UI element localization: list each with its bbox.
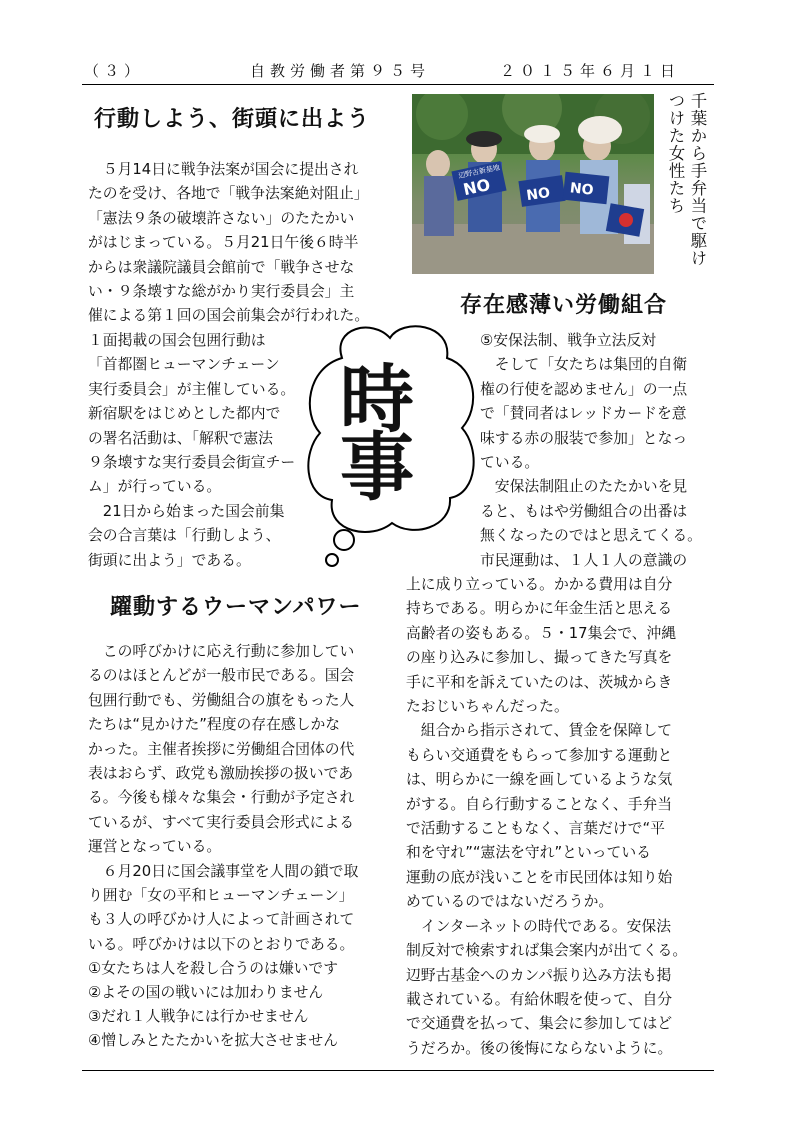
section3-paragraph1: ⑤安保法制、戦争立法反対 そして「女たちは集団的自衛 権の行使を認めません」の一点 で「賛同者はレッドカードを意 味する赤の服装で参加」となっ ている。 安保法制阻止のたたかいを見 ると、もはや労働組合の出番は 無くなったのではと思えてくる。 市民運動は、１人１人の意識の: [480, 332, 702, 569]
section1-title: 行動しよう、街頭に出よう: [94, 107, 371, 132]
jiji-char-koto: 事: [340, 425, 414, 511]
call-list-item-3: ③だれ１人戦争には行かせません: [88, 1008, 309, 1025]
section1-paragraph1: ５月14日に戦争法案が国会に提出され たのを受け、各地で「戦争法案絶対阻止」 「憲法９条の破壊許さない」のたたかい がはじまっている。５月21日午後６時半 からは衆議院議員会館前で「戦争させな い・９条壊すな総がかり実行委員会」主 催による第１回の国会前集会が行われた。: [88, 161, 370, 325]
section3-title: 存在感薄い労働組合: [460, 293, 668, 318]
section2-paragraph1: この呼びかけに応え行動に参加してい るのはほとんどが一般市民である。国会 包囲行動でも、労働組合の旗をもった人 たちは“見かけた”程度の存在感しかな かった。主催者挨拶に労働組合団体の代 表はおらず、政党も激励挨拶の扱いであ る。今後も様々な集会・行動が予定され ているが、すべて実行委員会形式による 運営となっている。 ６月20日に国会議事堂を人間の鎖で取 り囲む「女の平和ヒューマンチェーン」 も３人の呼びかけ人によって計画されて いる。呼びかけは以下のとおりである。: [88, 643, 359, 953]
section1-paragraph2: １面掲載の国会包囲行動は 「首都圏ヒューマンチェーン 実行委員会」が主催している。 新宿駅をはじめとした都内で の署名活動は、「解釈で憲法 ９条壊すな実行委員会街宣チー ム」が行っている。 21日から始まった国会前集 会の合言葉は「行動しよう、 街頭に出よう」である。: [88, 332, 296, 569]
sign-text-no: NO: [525, 184, 552, 205]
section2-title: 躍動するウーマンパワー: [110, 595, 362, 620]
header-rule: [82, 84, 714, 85]
section3-paragraph2: 上に成り立っている。かかる費用は自分 持ちである。明らかに年金生活と思える 高齢者の姿もある。５・17集会で、沖縄 の座り込みに参加し、撮ってきた写真を 手に平和を訴えていたのは、茨城からき たおじいちゃんだった。 組合から指示されて、賃金を保障して もらい交通費をもらって参加する運動と は、明らかに一線を画しているような気 がする。自ら行動することなく、手弁当 で活動することもなく、言葉だけで“平 和を守れ”“憲法を守れ”といっている 運動の底が浅いことを市民団体は知り始 めているのではないだろうか。 インターネットの時代である。安保法 制反対で検索すれば集会案内が出てくる。 辺野古基金へのカンパ振り込み方法も掲 載されている。有給休暇を使って、自分 で交通費を払って、集会に参加してはど うだろか。後の後悔にならないように。: [406, 576, 688, 1057]
sign-text-small: 辺野古新基地: [457, 163, 501, 181]
sign-text-no: NO: [461, 175, 492, 200]
call-list-item-4: ④憎しみとたたかいを拡大させません: [88, 1032, 339, 1049]
jiji-char-ji: 時: [340, 357, 414, 443]
footer-rule: [82, 1070, 714, 1071]
jiji-thought-bubble: [302, 318, 480, 568]
sign-text-no: NO: [569, 180, 595, 199]
photo-illustration: [412, 94, 654, 274]
page-number: （３）: [84, 62, 145, 80]
photo-caption: 千葉から手弁当で駆けつけた女性たち: [666, 92, 707, 267]
publication-date: ２０１５年６月１日: [500, 62, 681, 80]
publication-issue: 自教労働者第９５号: [250, 62, 431, 80]
call-list-item-2: ②よその国の戦いには加わりません: [88, 984, 324, 1001]
protest-photo: [412, 94, 654, 274]
call-list-item-1: ①女たちは人を殺し合うのは嫌いです: [88, 960, 339, 977]
